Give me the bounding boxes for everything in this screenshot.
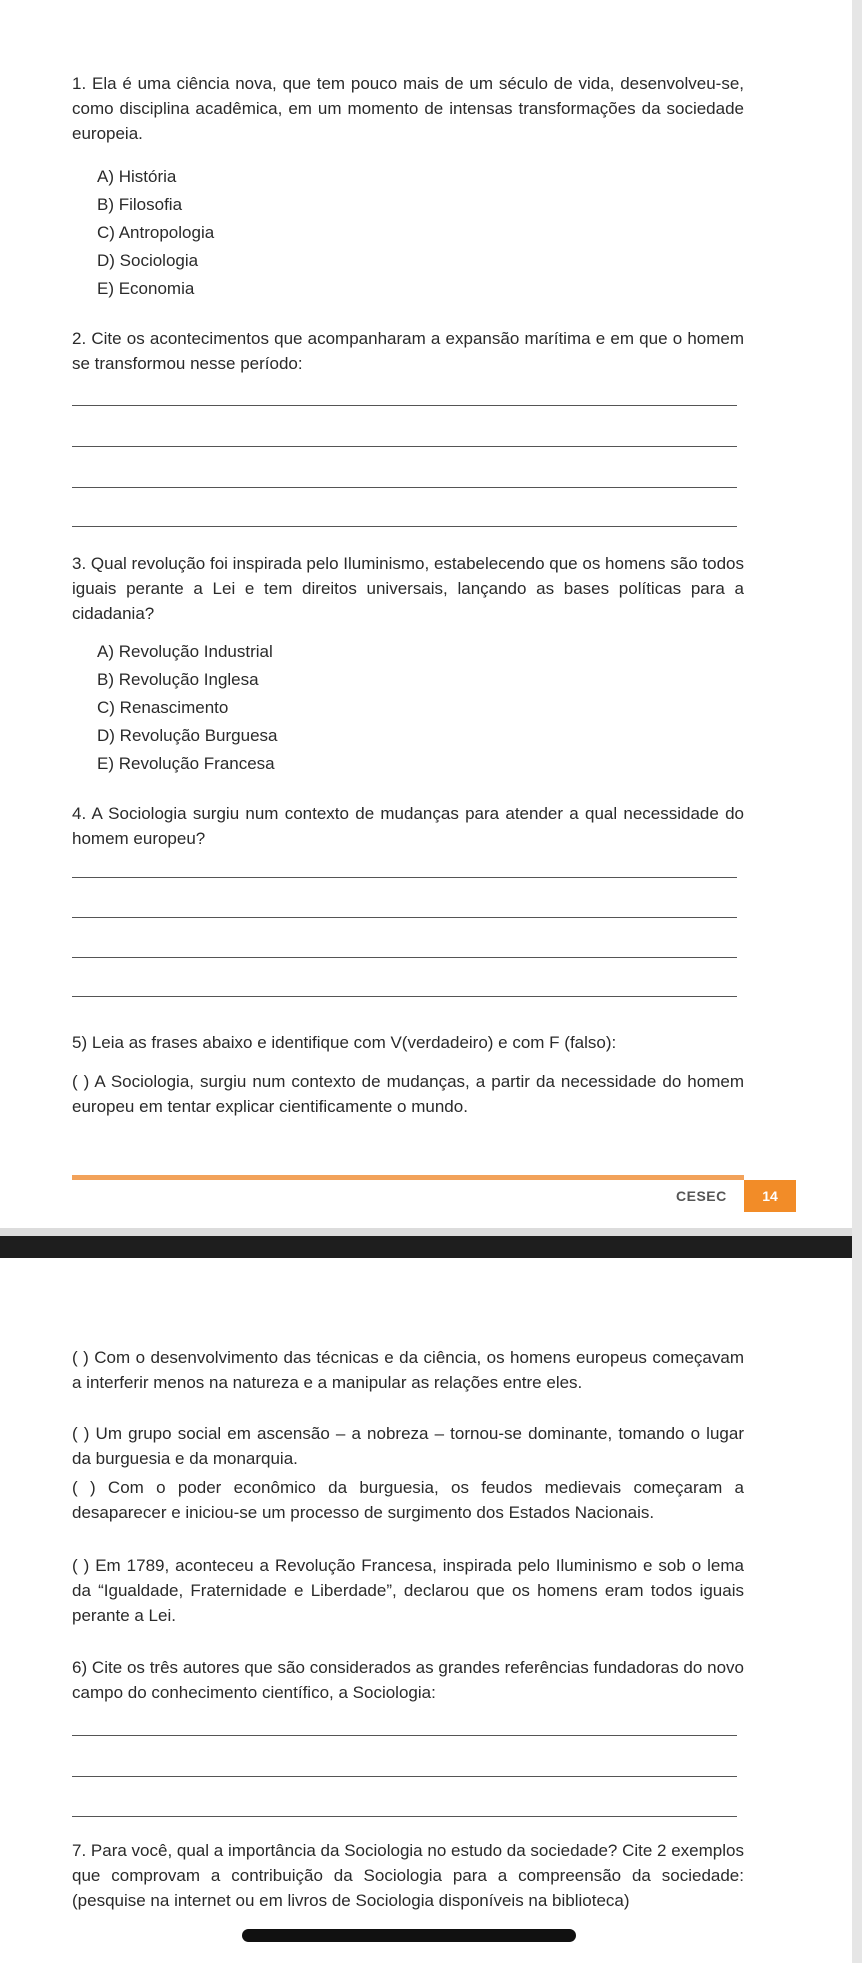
question-3-text: 3. Qual revolução foi inspirada pelo Iluminismo, estabelecendo que os homens são todos iguais perante a Lei e tem direitos universais, lançando as bases políticas para a cidadania? — [72, 554, 744, 623]
footer-accent-bar — [72, 1175, 744, 1180]
answer-line — [72, 446, 737, 447]
answer-line — [72, 957, 737, 958]
scroll-indicator[interactable] — [242, 1929, 576, 1942]
question-1-text: 1. Ela é uma ciência nova, que tem pouco mais de um século de vida, desenvolveu-se, como disciplina acadêmica, em um momento de intensas transformações da sociedade europeia. — [72, 74, 744, 143]
q3-option-d: D) Revolução Burguesa — [97, 726, 278, 745]
q5-statement-3: ( ) Um grupo social em ascensão – a nobreza – tornou-se dominante, tomando o lugar da burguesia e da monarquia. — [72, 1424, 744, 1468]
q3-option-c: C) Renascimento — [97, 698, 229, 717]
q1-option-c: C) Antropologia — [97, 223, 215, 242]
q3-option-e: E) Revolução Francesa — [97, 754, 275, 773]
q5-statement-4: ( ) Com o poder econômico da burguesia, os feudos medievais começaram a desaparecer e iniciou-se um processo de surgimento dos Estados Nacionais. — [72, 1478, 744, 1522]
answer-line — [72, 526, 737, 527]
question-6-text: 6) Cite os três autores que são considerados as grandes referências fundadoras do novo campo do conhecimento científico, a Sociologia: — [72, 1658, 744, 1702]
page-number-badge: 14 — [744, 1180, 796, 1212]
question-5-text: 5) Leia as frases abaixo e identifique com V(verdadeiro) e com F (falso): — [72, 1033, 617, 1052]
question-4-text: 4. A Sociologia surgiu num contexto de mudanças para atender a qual necessidade do homem europeu? — [72, 804, 744, 848]
q5-statement-5: ( ) Em 1789, aconteceu a Revolução Francesa, inspirada pelo Iluminismo e sob o lema da “Igualdade, Fraternidade e Liberdade”, declarou que os homens eram todos iguais perante a Lei. — [72, 1556, 744, 1625]
q1-option-d: D) Sociologia — [97, 251, 199, 270]
page-gap-shadow — [0, 1228, 852, 1236]
q3-option-b: B) Revolução Inglesa — [97, 670, 259, 689]
question-3-options — [97, 638, 277, 778]
answer-line — [72, 1816, 737, 1817]
answer-line — [72, 487, 737, 488]
q5-statement-2: ( ) Com o desenvolvimento das técnicas e da ciência, os homens europeus começavam a interferir menos na natureza e a manipular as relações entre eles. — [72, 1348, 744, 1392]
q1-option-a: A) História — [97, 167, 177, 186]
question-7-text: 7. Para você, qual a importância da Sociologia no estudo da sociedade? Cite 2 exemplos que comprovam a contribuição da Sociologia para a compreensão da sociedade: (pesquise na internet ou em livros de Sociologia disponíveis na biblioteca) — [72, 1841, 744, 1910]
q1-option-e: E) Economia — [97, 279, 195, 298]
question-1-options — [97, 163, 214, 303]
page-separator — [0, 1236, 852, 1258]
q3-option-a: A) Revolução Industrial — [97, 642, 273, 661]
answer-line — [72, 996, 737, 997]
answer-line — [72, 877, 737, 878]
answer-line — [72, 405, 737, 406]
q5-statement-1: ( ) A Sociologia, surgiu num contexto de mudanças, a partir da necessidade do homem europeu em tentar explicar cientificamente o mundo. — [72, 1072, 744, 1116]
question-2-text: 2. Cite os acontecimentos que acompanharam a expansão marítima e em que o homem se transformou nesse período: — [72, 329, 744, 373]
answer-line — [72, 917, 737, 918]
footer-label: CESEC — [676, 1188, 727, 1204]
q1-option-b: B) Filosofia — [97, 195, 183, 214]
answer-line — [72, 1735, 737, 1736]
right-edge-strip — [852, 0, 862, 1963]
answer-line — [72, 1776, 737, 1777]
